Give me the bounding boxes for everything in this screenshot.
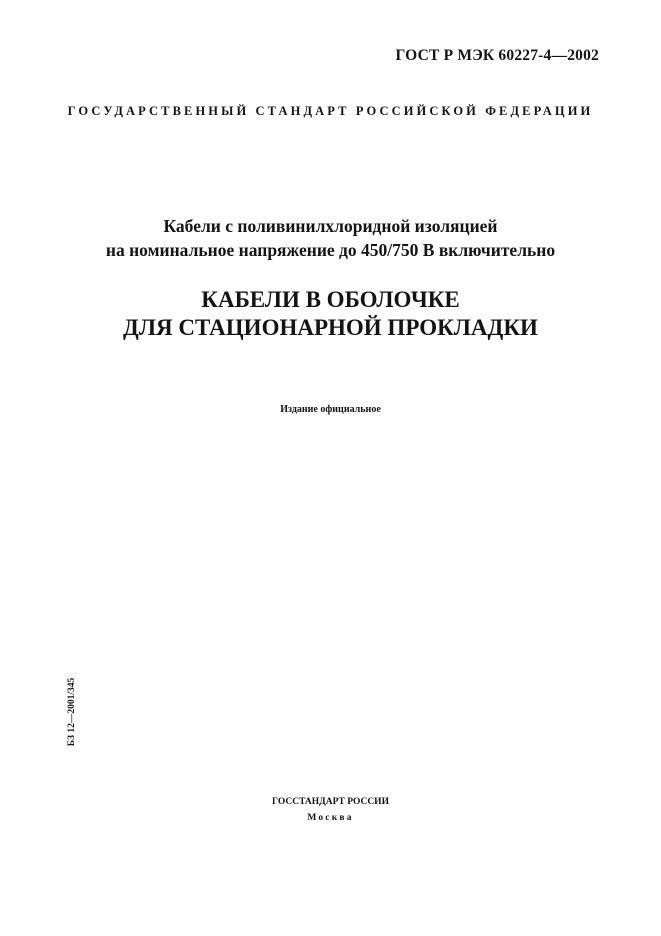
standard-number: ГОСТ Р МЭК 60227-4—2002 <box>395 47 599 64</box>
document-title <box>0 286 661 342</box>
side-registration-code: БЗ 12—2001/345 <box>67 677 77 747</box>
document-subtitle <box>0 214 661 262</box>
title-line-1: КАБЕЛИ В ОБОЛОЧКЕ <box>201 287 460 312</box>
title-line-2: ДЛЯ СТАЦИОНАРНОЙ ПРОКЛАДКИ <box>123 315 538 340</box>
publisher-block <box>0 794 661 826</box>
publisher-city: Москва <box>307 813 354 823</box>
organization-line: ГОСУДАРСТВЕННЫЙ СТАНДАРТ РОССИЙСКОЙ ФЕДЕРАЦИИ <box>67 104 594 118</box>
publisher-name: ГОССТАНДАРТ РОССИИ <box>272 797 389 807</box>
subtitle-line-2: на номинальное напряжение до 450/750 В включительно <box>105 240 556 260</box>
edition-note: Издание официальное <box>280 404 381 415</box>
subtitle-line-1: Кабели с поливинилхлоридной изоляцией <box>163 216 498 236</box>
